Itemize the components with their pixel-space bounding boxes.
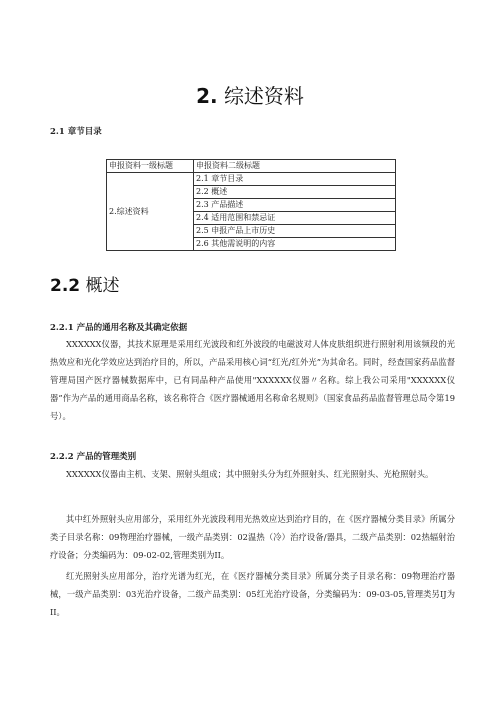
chapter-title-text: 综述资料 — [223, 84, 304, 108]
section-2-2-1-heading: 2.2.1 产品的通用名称及其确定依据 — [50, 323, 188, 333]
table-cell: 2.5 申报产品上市历史 — [194, 225, 396, 238]
table-row — [107, 160, 396, 173]
section-2-2-2-paragraph-3: 红光照射头应用部分，治疗光谱为红光，在《医疗器械分类目录》所属分类子目录名称：09物理治疗器械，一级产品类别：03光治疗设备，二级产品类别：05红光治疗设备，分类编码为：09-03-05,管理类另IJ为II。 — [50, 571, 455, 617]
table-cell: 2.2 概述 — [194, 186, 396, 199]
chapter-title — [0, 80, 500, 109]
section-2-1-heading: 2.1 章节目录 — [50, 127, 102, 137]
toc-table — [106, 159, 396, 251]
section-2-2-2-heading: 2.2.2 产品的管理类别 — [50, 452, 137, 462]
table-group-cell: 2.综述资料 — [107, 173, 194, 251]
table-cell: 2.4 适用范围和禁忌证 — [194, 212, 396, 225]
section-2-2-2-paragraph-1: XXXXXX仪器由主机、支架、照射头组成；其中照射头分为红外照射头、红光照射头、光枪照射头。 — [66, 469, 434, 479]
chapter-number: 2. — [196, 84, 218, 108]
table-header-cell: 申报资料二级标题 — [194, 160, 396, 173]
table-cell: 2.6 其他需说明的内容 — [194, 238, 396, 251]
table-row — [107, 173, 396, 186]
section-2-2-2-paragraph-2: 其中红外照射头应用部分，采用红外光波段利用光热效应达到治疗目的，在《医疗器械分类目录》所属分类子目录名称：09物理治疗器械，一级产品类别：02温热（冷）治疗设备/器具，二级产品类别：02热辐射治疗设备；分类编码为：09-02-02,管理类别为II。 — [50, 514, 455, 560]
section-2-2-1-paragraph: XXXXXX仪器，其技术原理是采用红光波段和红外波段的电磁波对人体皮肤组织进行照射利用该频段的光热效应和光化学效应达到治疗目的，所以，产品采用核心词“红光/红外光”为其命名。同时，经查国家药品监督管理局国产医疗器械数据库中，已有同品种产品使用"XXXXXX仪器〃名称。综上我公司采用"XXXXXX仪器”作为产品的通用商品名称，该名称符合《医疗器械通用名称命名规则》（国家食品药品监督管理总局令第19号）。 — [50, 339, 455, 421]
table-header-cell: 申报资料一级标题 — [107, 160, 194, 173]
section-2-2-title: 2.2 概述 — [50, 276, 120, 296]
table-cell: 2.1 章节目录 — [194, 173, 396, 186]
table-cell: 2.3 产品描述 — [194, 199, 396, 212]
